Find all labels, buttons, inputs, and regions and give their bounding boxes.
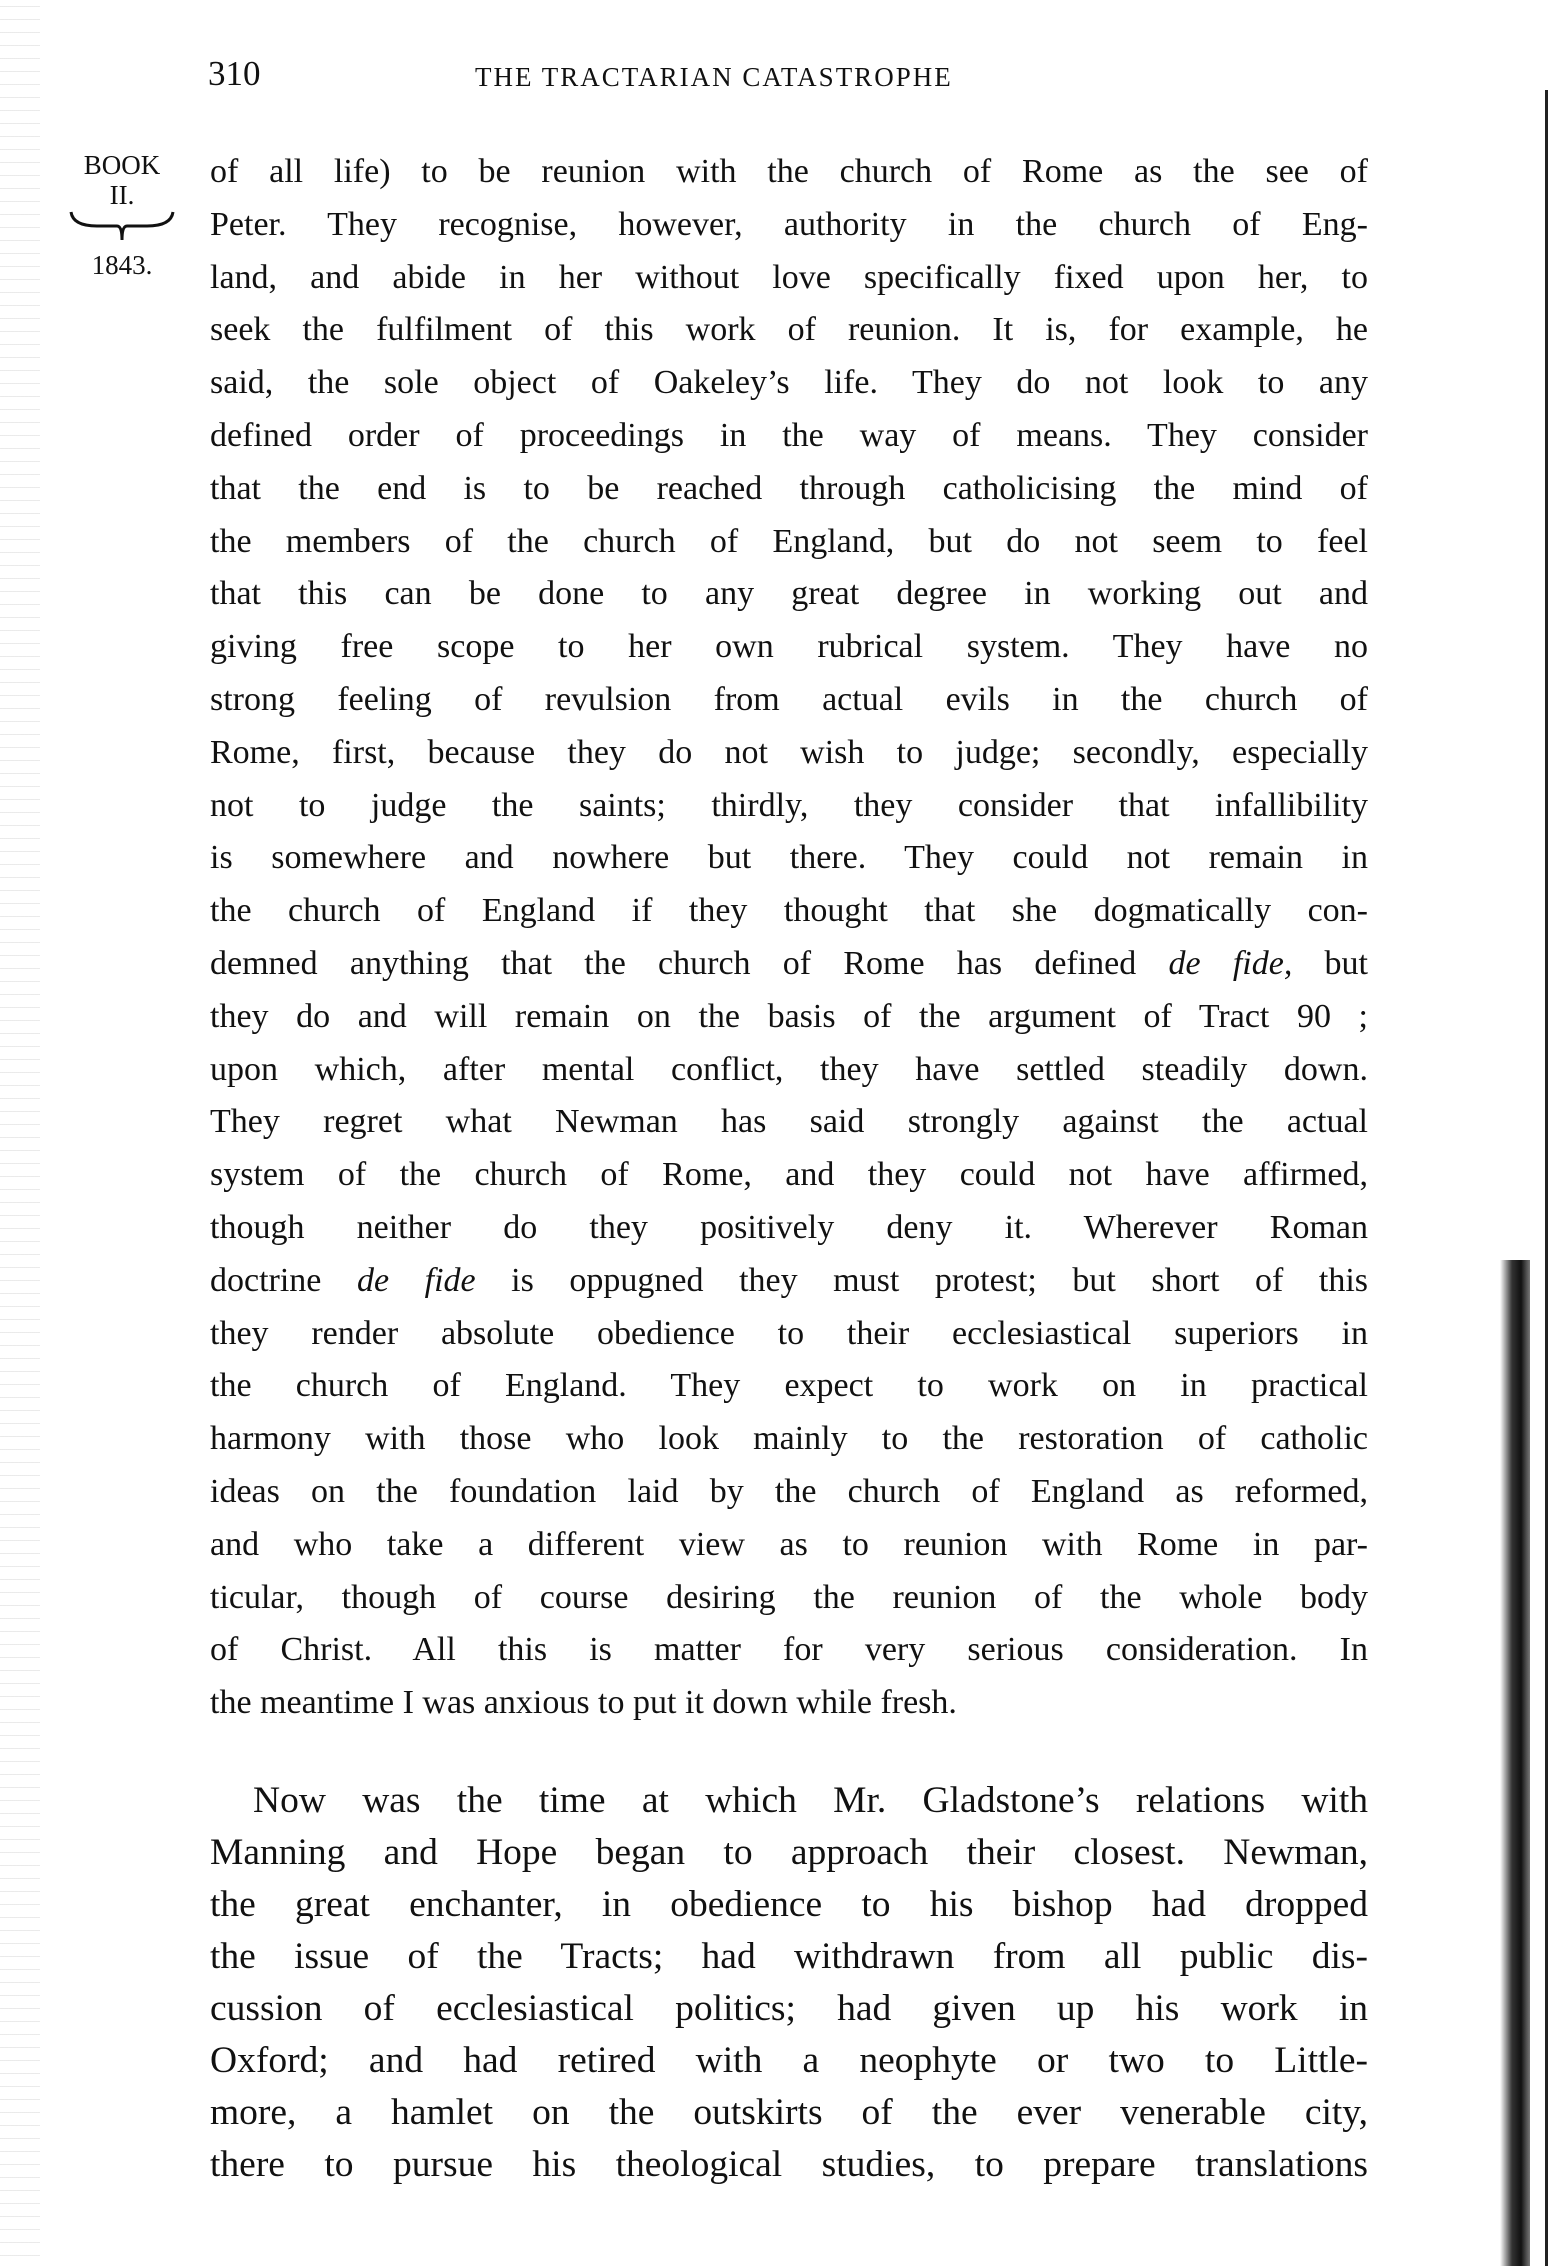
text-segment: not to judge the saints; thirdly, they consider that infallibility	[210, 786, 1368, 824]
text-segment: They regret what Newman has said strongly against the actual	[210, 1103, 1368, 1141]
text-line	[210, 1202, 1368, 1255]
margin-year: 1843.	[91, 250, 153, 280]
brace-icon	[62, 210, 182, 250]
text-segment: Manning and Hope began to approach their closest. Newman,	[210, 1832, 1368, 1873]
text-segment: cussion of ecclesiastical politics; had given up his work in	[210, 1988, 1368, 2029]
scan-edge-noise	[0, 0, 40, 2266]
margin-note	[62, 150, 182, 280]
text-segment: said, the sole object of Oakeley’s life. They do not look to any	[210, 364, 1368, 402]
text-segment: demned anything that the church of Rome has defined	[210, 944, 1169, 982]
text-segment: of all life) to be reunion with the church of Rome as the see of	[210, 153, 1368, 190]
text-segment: the meantime I was anxious to put it down while fresh.	[210, 1684, 957, 1722]
text-line	[210, 1466, 1368, 1519]
text-segment: the church of England. They expect to work on in practical	[210, 1367, 1368, 1405]
text-segment: Rome, first, because they do not wish to judge; secondly, especially	[210, 733, 1368, 771]
text-line	[210, 1572, 1368, 1625]
text-segment: harmony with those who look mainly to the restoration of catholic	[210, 1420, 1368, 1458]
text-line	[210, 1413, 1368, 1466]
text-segment: land, and abide in her without love specifically fixed upon her, to	[210, 258, 1368, 296]
text-line	[210, 199, 1368, 252]
text-segment: they do and will remain on the basis of the argument of Tract 90 ;	[210, 997, 1368, 1035]
paragraph-2	[210, 1775, 1368, 2191]
text-line	[210, 146, 1368, 199]
text-segment: strong feeling of revulsion from actual evils in the church of	[210, 680, 1368, 718]
text-segment: defined order of proceedings in the way of means. They consider	[210, 416, 1368, 454]
paragraph-1	[210, 146, 1368, 1730]
text-line	[210, 885, 1368, 938]
text-segment: system of the church of Rome, and they could not have affirmed,	[210, 1156, 1368, 1194]
text-line	[210, 1775, 1368, 1827]
text-line	[210, 252, 1368, 305]
text-segment: is somewhere and nowhere but there. They could not remain in	[210, 839, 1368, 877]
text-line	[210, 357, 1368, 410]
text-line	[210, 463, 1368, 516]
text-line	[210, 674, 1368, 727]
text-line	[210, 568, 1368, 621]
text-line	[210, 727, 1368, 780]
text-segment: ticular, though of course desiring the reunion of the whole body	[210, 1578, 1368, 1616]
margin-volume: II.	[109, 180, 135, 210]
text-line	[210, 780, 1368, 833]
text-segment: seek the fulfilment of this work of reunion. It is, for example, he	[210, 311, 1368, 349]
text-line	[210, 1044, 1368, 1097]
italic-text: de fide,	[1168, 944, 1293, 982]
text-segment: that this can be done to any great degree in working out and	[210, 575, 1368, 613]
text-segment: there to pursue his theological studies, to prepare translations	[210, 2144, 1368, 2185]
text-line	[210, 410, 1368, 463]
text-segment: the issue of the Tracts; had withdrawn from all public dis-	[210, 1936, 1368, 1977]
text-line	[210, 1308, 1368, 1361]
text-segment: is oppugned they must protest; but short of this	[475, 1261, 1368, 1299]
text-segment: Peter. They recognise, however, authority in the church of Eng-	[210, 205, 1368, 243]
scan-gutter-shadow	[1500, 1260, 1530, 2266]
text-line	[210, 516, 1368, 569]
margin-book: BOOK	[83, 150, 161, 180]
text-line	[210, 991, 1368, 1044]
text-line	[210, 1255, 1368, 1308]
text-line	[210, 1879, 1368, 1931]
text-segment: doctrine	[210, 1261, 357, 1299]
text-segment: though neither do they positively deny it. Wherever Roman	[210, 1208, 1368, 1246]
text-segment: the great enchanter, in obedience to his bishop had dropped	[210, 1884, 1368, 1925]
text-line	[210, 1827, 1368, 1879]
text-line	[210, 832, 1368, 885]
running-head: THE TRACTARIAN CATASTROPHE	[475, 62, 953, 92]
text-line	[210, 2035, 1368, 2087]
text-line	[210, 1149, 1368, 1202]
text-line	[210, 1096, 1368, 1149]
italic-text: de fide	[356, 1261, 476, 1299]
text-line	[210, 1519, 1368, 1572]
text-line	[210, 1983, 1368, 2035]
text-line	[210, 304, 1368, 357]
text-segment: the church of England if they thought that she dogmatically con-	[210, 892, 1368, 930]
text-line	[210, 2087, 1368, 2139]
text-segment: they render absolute obedience to their ecclesiastical superiors in	[210, 1314, 1368, 1352]
text-line	[210, 621, 1368, 674]
page-number: 310	[208, 54, 261, 93]
text-segment: of Christ. All this is matter for very serious consideration. In	[210, 1631, 1368, 1669]
text-segment: upon which, after mental conflict, they have settled steadily down.	[210, 1050, 1368, 1088]
text-segment: but	[1292, 944, 1369, 982]
text-line	[210, 2139, 1368, 2191]
text-segment: that the end is to be reached through catholicising the mind of	[210, 469, 1368, 507]
text-segment: Oxford; and had retired with a neophyte or two to Little-	[210, 2040, 1368, 2081]
text-line	[210, 1677, 1368, 1730]
text-segment: and who take a different view as to reunion with Rome in par-	[210, 1525, 1368, 1563]
text-line	[210, 938, 1368, 991]
text-line	[210, 1624, 1368, 1677]
text-line	[210, 1360, 1368, 1413]
text-segment: the members of the church of England, but do not seem to feel	[210, 522, 1368, 560]
text-line	[210, 1931, 1368, 1983]
text-segment: ideas on the foundation laid by the church of England as reformed,	[210, 1472, 1368, 1510]
text-segment: Now was the time at which Mr. Gladstone’s relations with	[253, 1780, 1368, 1821]
text-segment: giving free scope to her own rubrical system. They have no	[210, 628, 1368, 666]
text-segment: more, a hamlet on the outskirts of the ever venerable city,	[210, 2092, 1368, 2133]
scan-page-edge	[1545, 90, 1548, 2266]
